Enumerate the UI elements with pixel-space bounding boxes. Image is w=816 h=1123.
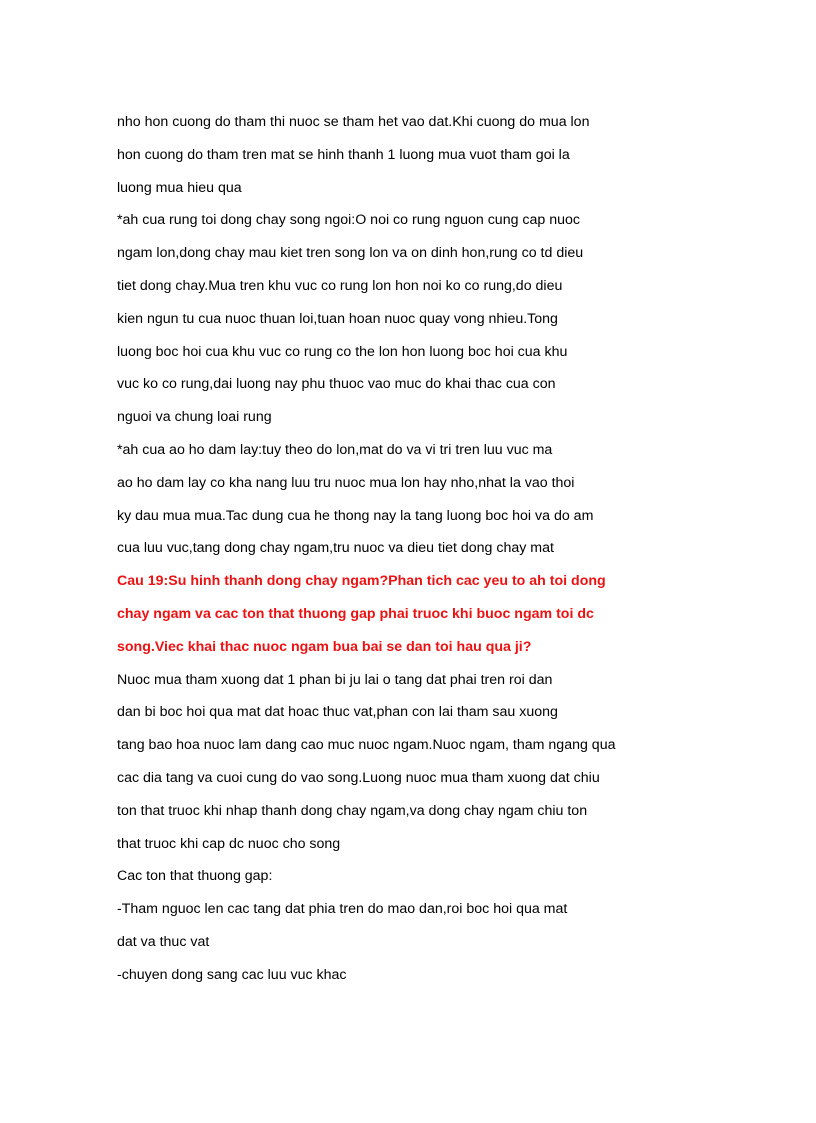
body-line: -chuyen dong sang cac luu vuc khac (117, 966, 347, 983)
body-line: dan bi boc hoi qua mat dat hoac thuc vat,phan con lai tham sau xuong (117, 704, 558, 721)
body-line: tang bao hoa nuoc lam dang cao muc nuoc ngam.Nuoc ngam, tham ngang qua (117, 737, 616, 754)
question-heading-line: chay ngam va cac ton that thuong gap phai truoc khi buoc ngam toi dc (117, 605, 594, 622)
body-line: nguoi va chung loai rung (117, 409, 272, 426)
body-line: nho hon cuong do tham thi nuoc se tham het vao dat.Khi cuong do mua lon (117, 114, 590, 130)
body-line: cua luu vuc,tang dong chay ngam,tru nuoc va dieu tiet dong chay mat (117, 540, 554, 557)
body-line: kien ngun tu cua nuoc thuan loi,tuan hoan nuoc quay vong nhieu.Tong (117, 310, 558, 327)
body-line: luong mua hieu qua (117, 179, 242, 196)
body-line: ky dau mua mua.Tac dung cua he thong nay la tang luong boc hoi va do am (117, 507, 594, 524)
body-line: hon cuong do tham tren mat se hinh thanh 1 luong mua vuot tham goi la (117, 146, 570, 163)
body-line: ngam lon,dong chay mau kiet tren song lon va on dinh hon,rung co td dieu (117, 245, 584, 262)
body-line: -Tham nguoc len cac tang dat phia tren do mao dan,roi boc hoi qua mat (117, 901, 568, 918)
body-line: ao ho dam lay co kha nang luu tru nuoc mua lon hay nho,nhat la vao thoi (117, 474, 575, 491)
body-line: *ah cua ao ho dam lay:tuy theo do lon,mat do va vi tri tren luu vuc ma (117, 441, 553, 458)
question-heading-line: Cau 19:Su hinh thanh dong chay ngam?Phan tich cac yeu to ah toi dong (117, 573, 606, 590)
body-line: dat va thuc vat (117, 933, 210, 950)
body-line: Cac ton that thuong gap: (117, 868, 273, 885)
body-line: vuc ko co rung,dai luong nay phu thuoc vao muc do khai thac cua con (117, 376, 556, 393)
body-line: Nuoc mua tham xuong dat 1 phan bi ju lai o tang dat phai tren roi dan (117, 671, 553, 688)
body-line: cac dia tang va cuoi cung do vao song.Luong nuoc mua tham xuong dat chiu (117, 769, 600, 786)
body-line: ton that truoc khi nhap thanh dong chay ngam,va dong chay ngam chiu ton (117, 802, 588, 819)
document-body (117, 111, 697, 997)
body-line: *ah cua rung toi dong chay song ngoi:O noi co rung nguon cung cap nuoc (117, 212, 581, 229)
body-line: luong boc hoi cua khu vuc co rung co the lon hon luong boc hoi cua khu (117, 343, 568, 360)
question-heading-line: song.Viec khai thac nuoc ngam bua bai se dan toi hau qua ji? (117, 638, 532, 655)
body-line: that truoc khi cap dc nuoc cho song (117, 835, 341, 852)
body-line: tiet dong chay.Mua tren khu vuc co rung lon hon noi ko co rung,do dieu (117, 277, 563, 294)
